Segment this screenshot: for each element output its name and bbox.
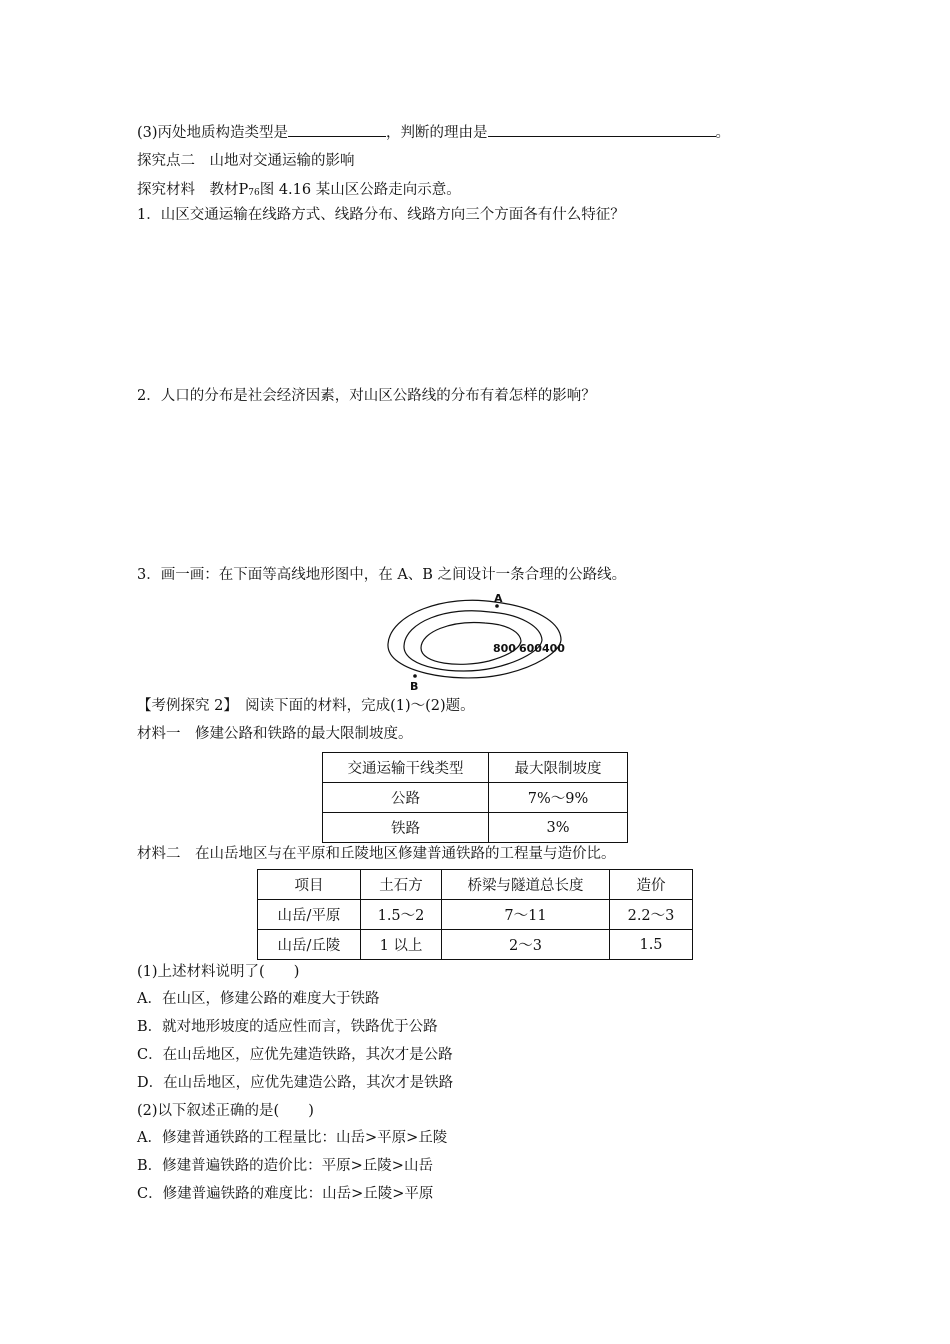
engineering-cost-table xyxy=(257,869,693,960)
page-p: P xyxy=(238,182,249,198)
table-cell: 1.5 xyxy=(610,930,693,960)
material-label: 探究材料 教材 xyxy=(137,182,239,198)
table-header-cell: 项目 xyxy=(258,870,361,900)
mc-question-2-stem: (2)以下叙述正确的是( ) xyxy=(137,1103,314,1119)
point-a-label: A xyxy=(494,592,503,605)
table-row xyxy=(258,900,693,930)
page-subscript: 76 xyxy=(248,188,260,198)
mc-option-a[interactable]: A．在山区，修建公路的难度大于铁路 xyxy=(137,991,380,1007)
table-cell: 山岳/丘陵 xyxy=(258,930,361,960)
material-1-title: 材料一 修建公路和铁路的最大限制坡度。 xyxy=(137,726,413,742)
q3-text-mid: ，判断的理由是 xyxy=(386,125,488,141)
table-cell: 公路 xyxy=(323,783,489,813)
mc-option-b[interactable]: B．修建普遍铁路的造价比：平原>丘陵>山岳 xyxy=(137,1158,433,1174)
table-header-cell: 造价 xyxy=(610,870,693,900)
table-header-row xyxy=(323,753,628,783)
table-cell: 2～3 xyxy=(442,930,610,960)
table-row xyxy=(323,813,628,843)
contour-label-600: 600 xyxy=(519,642,542,655)
answer-blank-2[interactable] xyxy=(488,122,716,137)
question-2: 2．人口的分布是社会经济因素，对山区公路线的分布有着怎样的影响？ xyxy=(137,388,596,404)
contour-label-800: 800 xyxy=(493,642,516,655)
table-cell: 7%～9% xyxy=(489,783,628,813)
material-reference xyxy=(137,180,461,203)
mc-option-b[interactable]: B．就对地形坡度的适应性而言，铁路优于公路 xyxy=(137,1019,438,1035)
table-row xyxy=(258,930,693,960)
material-rest: 图 4.16 某山区公路走向示意。 xyxy=(259,182,461,198)
contour-label-400: 400 xyxy=(542,642,565,655)
table-row xyxy=(323,783,628,813)
question-3: 3．画一画：在下面等高线地形图中，在 A、B 之间设计一条合理的公路线。 xyxy=(137,567,627,583)
table-cell: 3% xyxy=(489,813,628,843)
contour-line-400 xyxy=(388,600,561,678)
section-title: 探究点二 山地对交通运输的影响 xyxy=(137,153,355,169)
table-cell: 1.5～2 xyxy=(361,900,442,930)
table-header-row xyxy=(258,870,693,900)
table-cell: 铁路 xyxy=(323,813,489,843)
mc-option-c[interactable]: C．在山岳地区，应优先建造铁路，其次才是公路 xyxy=(137,1047,453,1063)
material-2-title: 材料二 在山岳地区与在平原和丘陵地区修建普通铁路的工程量与造价比。 xyxy=(137,846,616,862)
table-header-cell: 交通运输干线类型 xyxy=(323,753,489,783)
table-header-cell: 桥梁与隧道总长度 xyxy=(442,870,610,900)
mc-option-d[interactable]: D．在山岳地区，应优先建造公路，其次才是铁路 xyxy=(137,1075,454,1091)
table-header-cell: 最大限制坡度 xyxy=(489,753,628,783)
mc-question-1-stem: (1)上述材料说明了( ) xyxy=(137,964,300,980)
table-cell: 山岳/平原 xyxy=(258,900,361,930)
question-3-fill-in xyxy=(137,122,730,143)
table-cell: 1 以上 xyxy=(361,930,442,960)
q3-text-pre: (3)丙处地质构造类型是 xyxy=(137,125,289,141)
question-1: 1．山区交通运输在线路方式、线路分布、线路方向三个方面各有什么特征？ xyxy=(137,207,625,223)
example-heading: 【考例探究 2】 阅读下面的材料，完成(1)～(2)题。 xyxy=(137,698,475,714)
mc-option-c[interactable]: C．修建普遍铁路的难度比：山岳>丘陵>平原 xyxy=(137,1186,434,1202)
table-header-cell: 土石方 xyxy=(361,870,442,900)
point-b-marker xyxy=(413,674,417,678)
mc-option-a[interactable]: A．修建普通铁路的工程量比：山岳>平原>丘陵 xyxy=(137,1130,448,1146)
point-b-label: B xyxy=(410,680,419,692)
table-cell: 7～11 xyxy=(442,900,610,930)
q3-text-end: 。 xyxy=(715,125,731,141)
answer-blank-1[interactable] xyxy=(288,122,386,137)
contour-map xyxy=(385,592,575,692)
table-cell: 2.2～3 xyxy=(610,900,693,930)
slope-limit-table xyxy=(322,752,628,843)
